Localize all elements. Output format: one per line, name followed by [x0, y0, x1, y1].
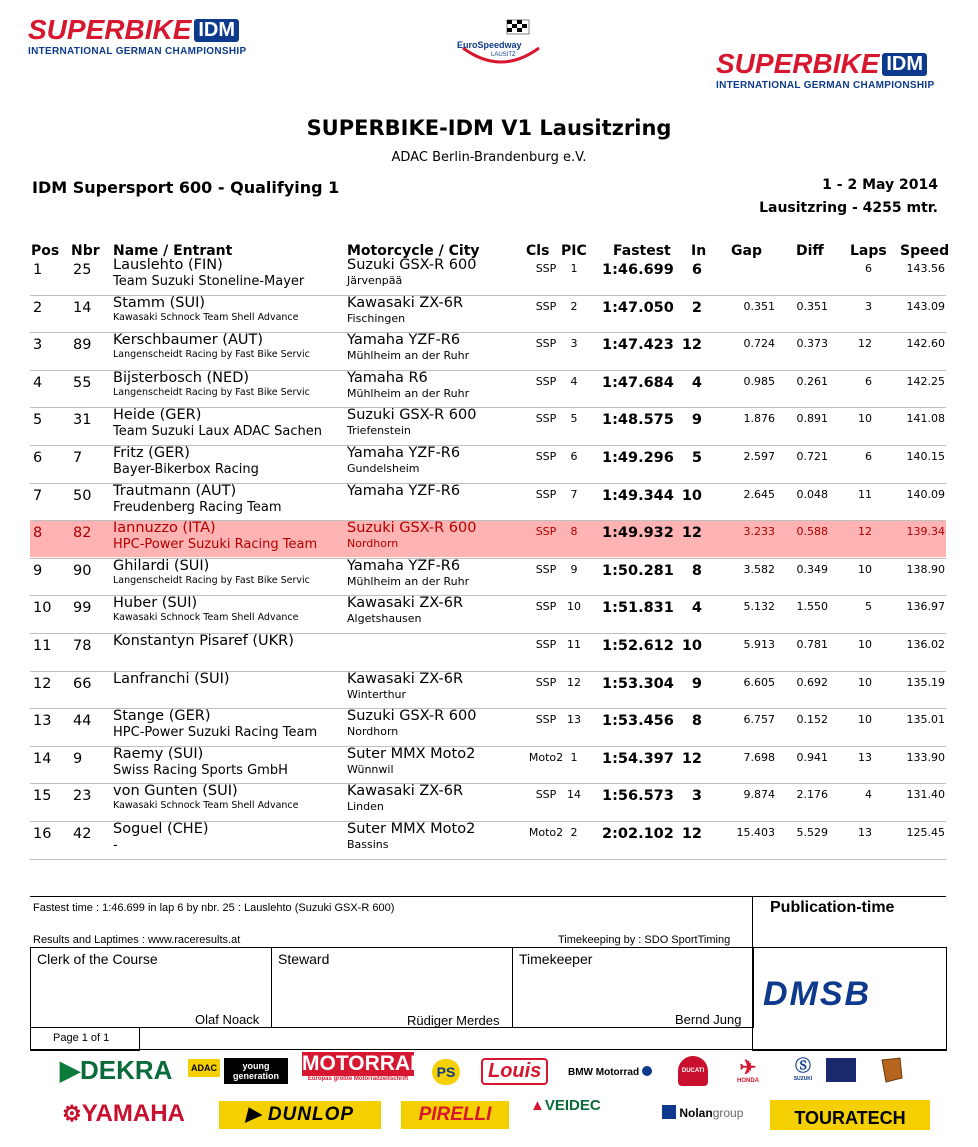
cell-fastest: 1:49.932	[602, 525, 674, 542]
cell-name: Fritz (GER)	[113, 445, 190, 461]
cell-laps: 10	[858, 412, 872, 426]
cell-pos: 6	[33, 450, 43, 466]
event-date: 1 - 2 May 2014	[822, 177, 938, 193]
cell-cls: SSP	[535, 337, 557, 351]
cell-city: Järvenpää	[347, 274, 403, 287]
cell-nbr: 31	[73, 412, 92, 429]
cell-entrant: Langenscheidt Racing by Fast Bike Servic	[113, 386, 310, 398]
cell-laps: 3	[865, 299, 872, 313]
cell-cls: SSP	[535, 262, 557, 275]
cell-nbr: 50	[73, 487, 92, 504]
cell-city: Algetshausen	[347, 612, 422, 626]
cell-fastest: 1:49.296	[602, 450, 674, 466]
cell-entrant: HPC-Power Suzuki Racing Team	[113, 725, 318, 741]
cell-cls: SSP	[535, 487, 557, 501]
cell-laps: 10	[858, 713, 872, 727]
cell-name: Soguel (CHE)	[113, 821, 209, 837]
cell-moto: Suter MMX Moto2	[347, 821, 476, 837]
cell-name: Stange (GER)	[113, 708, 211, 725]
louis-logo: Louis	[481, 1058, 548, 1085]
cell-nbr: 66	[73, 675, 92, 692]
clerk-name: Olaf Noack	[195, 1012, 260, 1027]
superbike-idm-logo-left: SUPERBIKE IDM INTERNATIONAL GERMAN CHAMPIONSHIP	[28, 14, 247, 57]
cell-fastest: 1:46.699	[602, 262, 674, 278]
publication-time-label: Publication-time	[770, 899, 895, 916]
cell-moto: Kawasaki ZX-6R	[347, 783, 464, 800]
cell-speed: 135.19	[906, 675, 945, 689]
cell-pos: 11	[33, 638, 52, 654]
cell-speed: 133.90	[906, 750, 945, 764]
ps-logo: PS	[432, 1059, 460, 1085]
cell-fastest: 1:54.397	[602, 750, 674, 767]
cell-pic: 9	[570, 562, 578, 576]
cell-gap: 2.645	[743, 487, 775, 501]
fastest-time-text: Fastest time : 1:46.699 in lap 6 by nbr. 25 : Lauslehto (Suzuki GSX-R 600)	[33, 902, 395, 914]
cell-gap: 3.233	[743, 525, 775, 539]
cell-in: 10	[681, 638, 702, 654]
cell-speed: 143.09	[906, 299, 945, 313]
cell-nbr: 23	[73, 788, 92, 805]
cell-pic: 8	[570, 525, 578, 539]
honda-logo: ✈ HONDA	[728, 1058, 768, 1084]
cell-entrant: Kawasaki Schnock Team Shell Advance	[113, 612, 299, 624]
cell-diff: 5.529	[796, 826, 828, 839]
cell-pos: 15	[33, 788, 52, 805]
col-nbr: Nbr	[71, 243, 100, 259]
cell-fastest: 1:56.573	[602, 788, 674, 805]
cell-pic: 7	[570, 487, 578, 501]
timekeeping-text: Timekeeping by : SDO SportTiming	[558, 934, 731, 946]
cell-cls: SSP	[535, 299, 557, 313]
cell-cls: SSP	[535, 562, 557, 576]
cell-in: 8	[691, 562, 702, 579]
cell-gap: 2.597	[743, 450, 775, 463]
steward-label: Steward	[278, 951, 330, 967]
cell-gap: 9.874	[743, 788, 775, 802]
cell-gap: 7.698	[743, 750, 775, 764]
cell-gap: 0.985	[743, 374, 775, 388]
veidec-triangle-icon: ▲	[530, 1097, 545, 1114]
page-subtitle: ADAC Berlin-Brandenburg e.V.	[391, 150, 587, 165]
cell-pos: 7	[33, 487, 43, 504]
cell-cls: SSP	[535, 412, 557, 426]
cell-name: Iannuzzo (ITA)	[113, 520, 216, 537]
cell-name: Raemy (SUI)	[113, 745, 204, 762]
cell-diff: 0.048	[796, 487, 828, 501]
cell-name: Ghilardi (SUI)	[113, 557, 210, 574]
cell-gap: 15.403	[736, 826, 775, 839]
cell-diff: 2.176	[796, 788, 828, 802]
cell-laps: 11	[858, 487, 872, 501]
cell-pos: 4	[33, 374, 43, 391]
cell-pic: 1	[570, 262, 578, 275]
cell-cls: SSP	[535, 675, 557, 689]
dunlop-logo: ▶ DUNLOP	[219, 1101, 381, 1129]
cell-pos: 12	[33, 675, 52, 692]
cell-in: 5	[691, 450, 702, 466]
cell-speed: 141.08	[906, 412, 945, 426]
cell-fastest: 1:51.831	[602, 600, 674, 617]
cell-speed: 143.56	[906, 262, 945, 275]
cell-in: 12	[681, 337, 702, 354]
cell-diff: 0.781	[796, 638, 828, 651]
cell-city: Gundelsheim	[347, 462, 420, 475]
cell-pos: 9	[33, 562, 43, 579]
eurospeedway-logo: EuroSpeedway LAUSITZ	[455, 18, 547, 68]
cell-gap: 5.132	[743, 600, 775, 614]
cell-diff: 0.891	[796, 412, 828, 426]
cell-fastest: 1:49.344	[602, 487, 674, 504]
cell-fastest: 1:52.612	[602, 638, 674, 654]
cell-name: Bijsterbosch (NED)	[113, 369, 250, 386]
cell-nbr: 25	[73, 262, 92, 278]
cell-in: 9	[691, 675, 702, 692]
cell-laps: 6	[865, 262, 872, 275]
cell-speed: 136.97	[906, 600, 945, 614]
col-in: In	[691, 243, 707, 259]
dunlop-d-icon: ▶	[245, 1104, 262, 1125]
cell-pic: 14	[567, 788, 581, 802]
cell-fastest: 1:53.456	[602, 713, 674, 730]
yamaha-tuning-fork-icon: ⚙	[62, 1101, 82, 1126]
cell-entrant: Swiss Racing Sports GmbH	[113, 762, 288, 778]
session-title: IDM Supersport 600 - Qualifying 1	[32, 178, 340, 197]
cell-cls: SSP	[535, 450, 557, 463]
cell-name: von Gunten (SUI)	[113, 783, 238, 800]
cell-pos: 13	[33, 713, 52, 730]
cell-entrant: -	[113, 838, 118, 853]
cell-speed: 135.01	[906, 713, 945, 727]
results-link[interactable]: Results and Laptimes : www.raceresults.at	[33, 934, 241, 946]
cell-city: Winterthur	[347, 687, 407, 701]
cell-pos: 1	[33, 262, 43, 278]
cell-diff: 0.721	[796, 450, 828, 463]
cell-nbr: 44	[73, 713, 92, 730]
touratech-logo: TOURATECH	[770, 1100, 930, 1130]
cell-laps: 13	[858, 826, 872, 839]
cell-speed: 142.25	[906, 374, 945, 388]
young-generation-logo: young generation	[224, 1058, 288, 1084]
cell-city: Wünnwil	[347, 762, 394, 776]
cell-in: 4	[691, 600, 702, 617]
cell-fastest: 1:47.050	[602, 299, 674, 316]
cell-moto: Yamaha YZF-R6	[347, 557, 461, 574]
cell-cls: SSP	[535, 525, 557, 539]
timekeeper-name: Bernd Jung	[675, 1012, 742, 1027]
cell-entrant: Team Suzuki Stoneline-Mayer	[113, 274, 305, 289]
cell-laps: 10	[858, 675, 872, 689]
ducati-logo: DUCATI	[678, 1056, 708, 1086]
cell-laps: 12	[858, 525, 872, 539]
col-cls: Cls	[526, 243, 550, 259]
cell-nbr: 55	[73, 374, 92, 391]
cell-name: Trautmann (AUT)	[113, 482, 237, 499]
col-motorcycle: Motorcycle / City	[347, 243, 480, 259]
cell-city: Mühlheim an der Ruhr	[347, 574, 470, 588]
cell-laps: 4	[865, 788, 872, 802]
cell-speed: 140.15	[906, 450, 945, 463]
cell-moto: Suzuki GSX-R 600	[347, 520, 477, 537]
cell-in: 12	[681, 750, 702, 767]
cell-cls: SSP	[535, 713, 557, 727]
cell-pos: 5	[33, 412, 43, 429]
cell-moto: Yamaha YZF-R6	[347, 332, 461, 349]
cell-diff: 0.588	[796, 525, 828, 539]
cell-name: Lanfranchi (SUI)	[113, 670, 230, 687]
steward-name: Rüdiger Merdes	[407, 1013, 500, 1028]
cell-pos: 2	[33, 299, 43, 316]
cell-nbr: 89	[73, 337, 92, 354]
col-laps: Laps	[850, 243, 887, 259]
cell-pos: 8	[33, 525, 43, 542]
sponsor-blue-badge	[826, 1058, 856, 1082]
cell-gap: 0.351	[743, 299, 775, 313]
row-divider	[30, 859, 946, 860]
page-number: Page 1 of 1	[53, 1032, 110, 1044]
cell-nbr: 42	[73, 826, 92, 842]
cell-entrant: HPC-Power Suzuki Racing Team	[113, 537, 318, 553]
cell-city: Mühlheim an der Ruhr	[347, 349, 470, 363]
bmw-roundel-icon	[642, 1066, 652, 1076]
cell-fastest: 2:02.102	[602, 826, 674, 842]
veidec-logo: ▲VEIDEC	[530, 1097, 601, 1114]
cell-pic: 6	[570, 450, 578, 463]
cell-moto: Suzuki GSX-R 600	[347, 407, 477, 424]
cell-entrant: Bayer-Bikerbox Racing	[113, 462, 259, 477]
cell-diff: 0.941	[796, 750, 828, 764]
cell-diff: 0.152	[796, 713, 828, 727]
cell-speed: 139.34	[906, 525, 945, 539]
cell-in: 12	[681, 525, 702, 542]
cell-gap: 6.757	[743, 713, 775, 727]
nolan-group-logo: Nolangroup	[662, 1105, 743, 1120]
cell-entrant: Team Suzuki Laux ADAC Sachen	[113, 424, 322, 440]
cell-entrant: Kawasaki Schnock Team Shell Advance	[113, 800, 299, 812]
yamaha-logo: ⚙YAMAHA	[62, 1100, 185, 1127]
cell-entrant: Langenscheidt Racing by Fast Bike Servic	[113, 349, 310, 361]
cell-moto: Yamaha YZF-R6	[347, 482, 461, 499]
cell-city: Linden	[347, 800, 384, 814]
cell-nbr: 7	[73, 450, 83, 466]
page-title: SUPERBIKE-IDM V1 Lausitzring	[306, 116, 672, 140]
cell-cls: SSP	[535, 788, 557, 802]
cell-name: Konstantyn Pisaref (UKR)	[113, 633, 294, 649]
cell-city: Triefenstein	[347, 424, 411, 438]
cell-fastest: 1:47.423	[602, 337, 674, 354]
cell-city: Fischingen	[347, 311, 406, 325]
bmw-motorrad-logo: BMW Motorrad	[568, 1066, 652, 1078]
col-fastest: Fastest	[613, 243, 671, 259]
dmsb-logo: DMSB	[763, 975, 872, 1013]
cell-fastest: 1:48.575	[602, 412, 674, 429]
cell-pic: 12	[567, 675, 581, 689]
cell-nbr: 14	[73, 299, 92, 316]
cell-moto: Suzuki GSX-R 600	[347, 257, 477, 273]
cell-moto: Kawasaki ZX-6R	[347, 595, 464, 612]
cell-cls: SSP	[535, 374, 557, 388]
cell-in: 10	[681, 487, 702, 504]
cell-pic: 13	[567, 713, 581, 727]
col-gap: Gap	[731, 243, 762, 259]
cell-nbr: 9	[73, 750, 83, 767]
cell-fastest: 1:53.304	[602, 675, 674, 692]
cell-in: 6	[691, 262, 702, 278]
cell-pic: 5	[570, 412, 578, 426]
cell-nbr: 99	[73, 600, 92, 617]
cell-moto: Suzuki GSX-R 600	[347, 708, 477, 725]
cell-speed: 138.90	[906, 562, 945, 576]
sponsor-shield-icon	[876, 1056, 906, 1084]
cell-laps: 5	[865, 600, 872, 614]
cell-diff: 0.349	[796, 562, 828, 576]
cell-moto: Suter MMX Moto2	[347, 745, 476, 762]
motorrad-logo: MOTORRAD Europas größte Motorradzeitschrift	[302, 1052, 426, 1082]
pirelli-logo: PIRELLI	[401, 1101, 509, 1129]
col-pos: Pos	[31, 243, 60, 259]
cell-name: Lauslehto (FIN)	[113, 257, 223, 273]
cell-fastest: 1:47.684	[602, 374, 674, 391]
cell-moto: Kawasaki ZX-6R	[347, 294, 464, 311]
cell-name: Heide (GER)	[113, 407, 202, 424]
cell-speed: 142.60	[906, 337, 945, 351]
cell-city: Nordhorn	[347, 725, 399, 739]
cell-name: Huber (SUI)	[113, 595, 198, 612]
cell-in: 3	[691, 788, 702, 805]
cell-nbr: 82	[73, 525, 92, 542]
cell-speed: 140.09	[906, 487, 945, 501]
cell-diff: 0.261	[796, 374, 828, 388]
cell-diff: 0.692	[796, 675, 828, 689]
footer-bottom-line	[30, 1049, 946, 1050]
cell-laps: 13	[858, 750, 872, 764]
cell-laps: 10	[858, 638, 872, 651]
col-name: Name / Entrant	[113, 243, 233, 259]
dekra-arrow-icon: ▶	[60, 1055, 80, 1085]
suzuki-s-icon: Ⓢ	[794, 1058, 811, 1075]
cell-diff: 0.373	[796, 337, 828, 351]
cell-in: 4	[691, 374, 702, 391]
adac-logo: ADAC	[188, 1059, 220, 1077]
cell-pic: 4	[570, 374, 578, 388]
cell-name: Kerschbaumer (AUT)	[113, 332, 263, 349]
cell-nbr: 78	[73, 638, 92, 654]
cell-pic: 2	[570, 826, 578, 839]
cell-cls: SSP	[535, 638, 557, 651]
cell-in: 9	[691, 412, 702, 429]
col-diff: Diff	[796, 243, 824, 259]
cell-gap: 5.913	[743, 638, 775, 651]
honda-wing-icon: ✈	[739, 1057, 757, 1079]
col-speed: Speed	[900, 243, 950, 259]
cell-in: 2	[691, 299, 702, 316]
timekeeper-label: Timekeeper	[519, 951, 593, 967]
cell-diff: 0.351	[796, 299, 828, 313]
cell-pic: 10	[567, 600, 581, 614]
track-info: Lausitzring - 4255 mtr.	[759, 200, 938, 216]
cell-entrant: Langenscheidt Racing by Fast Bike Servic	[113, 574, 310, 586]
col-pic: PIC	[561, 243, 587, 259]
cell-pos: 10	[33, 600, 52, 617]
cell-entrant: Freudenberg Racing Team	[113, 499, 282, 515]
cell-gap: 0.724	[743, 337, 775, 351]
cell-city: Nordhorn	[347, 537, 399, 551]
cell-laps: 12	[858, 337, 872, 351]
cell-laps: 10	[858, 562, 872, 576]
cell-speed: 131.40	[906, 788, 945, 802]
cell-diff: 1.550	[796, 600, 828, 614]
cell-pos: 14	[33, 750, 52, 767]
cell-gap: 3.582	[743, 562, 775, 576]
cell-name: Stamm (SUI)	[113, 294, 206, 311]
suzuki-logo: Ⓢ SUZUKI	[788, 1058, 818, 1082]
cell-pos: 16	[33, 826, 52, 842]
cell-cls: SSP	[535, 600, 557, 614]
cell-moto: Yamaha R6	[347, 369, 428, 386]
cell-gap: 6.605	[743, 675, 775, 689]
nolan-square-icon	[662, 1105, 676, 1119]
cell-city: Mühlheim an der Ruhr	[347, 386, 470, 400]
clerk-label: Clerk of the Course	[37, 951, 158, 967]
cell-in: 12	[681, 826, 702, 842]
cell-speed: 136.02	[906, 638, 945, 651]
cell-nbr: 90	[73, 562, 92, 579]
cell-laps: 6	[865, 374, 872, 388]
cell-moto: Yamaha YZF-R6	[347, 445, 461, 461]
cell-pic: 2	[570, 299, 578, 313]
cell-cls: Moto2	[528, 750, 564, 764]
cell-laps: 6	[865, 450, 872, 463]
cell-pic: 3	[570, 337, 578, 351]
cell-gap: 1.876	[743, 412, 775, 426]
cell-fastest: 1:50.281	[602, 562, 674, 579]
superbike-idm-logo-right: SUPERBIKE IDM INTERNATIONAL GERMAN CHAMPIONSHIP	[716, 48, 935, 91]
cell-pic: 1	[570, 750, 578, 764]
dekra-logo: ▶DEKRA	[60, 1055, 173, 1085]
cell-speed: 125.45	[906, 826, 945, 839]
cell-cls: Moto2	[528, 826, 564, 839]
cell-moto: Kawasaki ZX-6R	[347, 670, 464, 687]
cell-pic: 11	[567, 638, 581, 651]
cell-entrant: Kawasaki Schnock Team Shell Advance	[113, 311, 299, 323]
cell-city: Bassins	[347, 838, 389, 851]
cell-in: 8	[691, 713, 702, 730]
cell-pos: 3	[33, 337, 43, 354]
